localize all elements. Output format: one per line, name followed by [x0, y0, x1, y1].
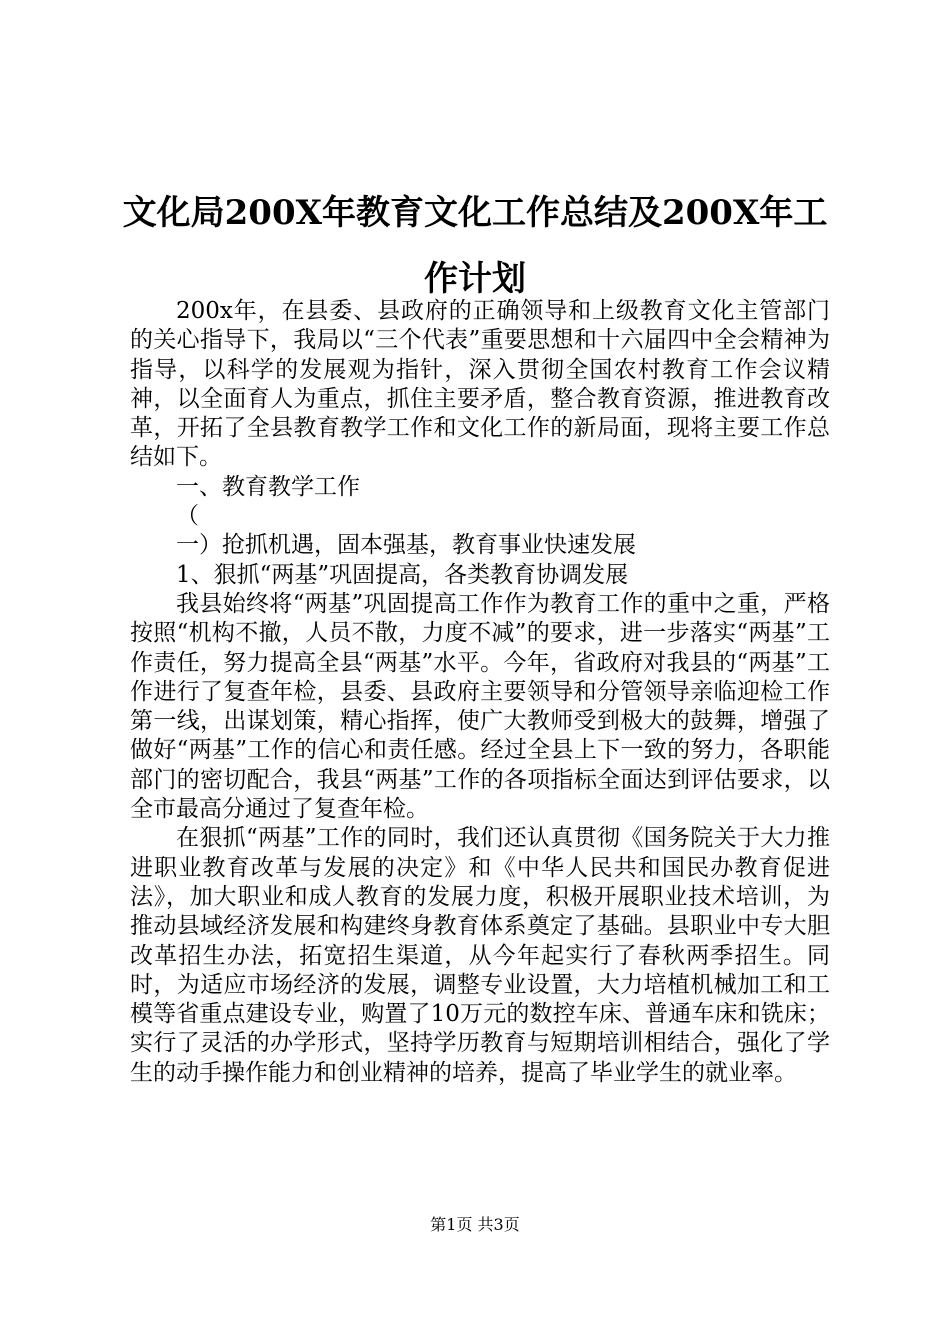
- body-paragraph: 我县始终将“两基”巩固提高工作作为教育工作的重中之重，严格按照“机构不撤，人员不散，力度不减”的要求，进一步落实“两基”工作责任，努力提高全县“两基”水平。今年，省政府对我县的“两基”工作进行了复查年检，县委、县政府主要领导和分管领导亲临迎检工作第一线，出谋划策，精心指挥，使广大教师受到极大的鼓舞，增强了做好“两基”工作的信心和责任感。经过全县上下一致的努力，各职能部门的密切配合，我县“两基”工作的各项指标全面达到评估要求，以全市最高分通过了复查年检。: [130, 590, 830, 823]
- body-paragraph: 在狠抓“两基”工作的同时，我们还认真贯彻《国务院关于大力推进职业教育改革与发展的决定》和《中华人民共和国民办教育促进法》，加大职业和成人教育的发展力度，积极开展职业技术培训，为推动县域经济发展和构建终身教育体系奠定了基础。县职业中专大胆改革招生办法，拓宽招生渠道，从今年起实行了春秋两季招生。同时，为适应市场经济的发展，调整专业设置，大力培植机械加工和工模等省重点建设专业，购置了10万元的数控车床、普通车床和铣床；实行了灵活的办学形式，坚持学历教育与短期培训相结合，强化了学生的动手操作能力和创业精神的培养，提高了毕业学生的就业率。: [130, 825, 830, 1086]
- intro-paragraph: 200x年，在县委、县政府的正确领导和上级教育文化主管部门的关心指导下，我局以“三个代表”重要思想和十六届四中全会精神为指导，以科学的发展观为指针，深入贯彻全国农村教育工作会议精神，以全面育人为重点，抓住主要矛盾，整合教育资源，推进教育改革，开拓了全县教育教学工作和文化工作的新局面，现将主要工作总结如下。: [130, 298, 830, 471]
- page-footer: 第1页 共3页: [430, 1215, 520, 1234]
- section-heading: 一、教育教学工作: [176, 473, 360, 500]
- document-title: 文化局200X年教育文化工作总结及200X年工作计划: [122, 193, 828, 299]
- subsection-heading: 一）抢抓机遇，固本强基，教育事业快速发展: [176, 532, 636, 559]
- item-heading: 1、狠抓“两基”巩固提高，各类教育协调发展: [176, 561, 629, 588]
- document-body: [130, 297, 830, 1088]
- subsection-open-paren: （: [176, 503, 199, 530]
